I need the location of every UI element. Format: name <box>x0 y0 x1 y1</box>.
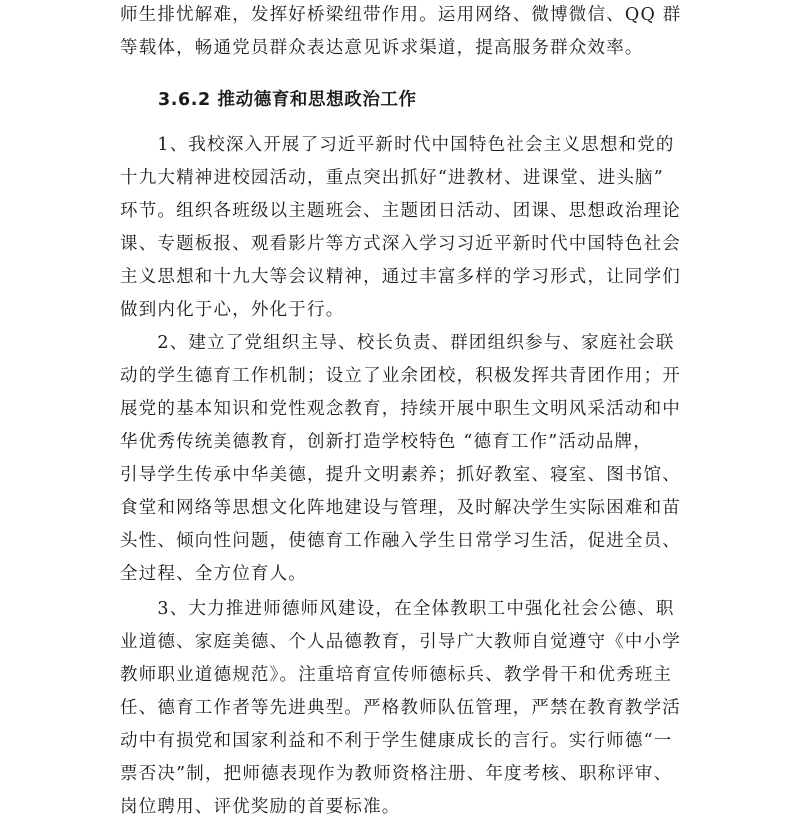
text-line: 3、大力推进师德师风建设，在全体教职工中强化社会公德、职 <box>120 599 675 619</box>
text-line: 主义思想和十九大等会议精神，通过丰富多样的学习形式，让同学们 <box>120 267 681 287</box>
text-line: 环节。组织各班级以主题班会、主题团日活动、团课、思想政治理论 <box>120 201 681 221</box>
text-line: 2、建立了党组织主导、校长负责、群团组织参与、家庭社会联 <box>120 333 675 353</box>
text-line: 等载体，畅通党员群众表达意见诉求渠道，提高服务群众效率。 <box>120 38 644 58</box>
text-line: 十九大精神进校园活动，重点突出抓好“进教材、进课堂、进头脑” <box>120 168 664 188</box>
text-line: 全过程、全方位育人。 <box>120 564 307 584</box>
text-line: 引导学生传承中华美德，提升文明素养；抓好教室、寝室、图书馆、 <box>120 465 681 485</box>
text-line: 动的学生德育工作机制；设立了业余团校，积极发挥共青团作用；开 <box>120 366 681 386</box>
section-heading: 3.6.2 推动德育和思想政治工作 <box>158 90 417 110</box>
text-line: 课、专题板报、观看影片等方式深入学习习近平新时代中国特色社会 <box>120 234 681 254</box>
text-line: 任、德育工作者等先进典型。严格教师队伍管理，严禁在教育教学活 <box>120 698 681 718</box>
text-line: 师生排忧解难，发挥好桥梁纽带作用。运用网络、微博微信、QQ 群 <box>120 5 682 25</box>
text-line: 业道德、家庭美德、个人品德教育，引导广大教师自觉遵守《中小学 <box>120 632 681 652</box>
text-line: 食堂和网络等思想文化阵地建设与管理，及时解决学生实际困难和苗 <box>120 498 681 518</box>
text-line: 头性、倾向性问题，使德育工作融入学生日常学习生活，促进全员、 <box>120 531 681 551</box>
text-line: 票否决”制，把师德表现作为教师资格注册、年度考核、职称评审、 <box>120 764 673 784</box>
text-line: 岗位聘用、评优奖励的首要标准。 <box>120 797 401 817</box>
text-line: 教师职业道德规范》。注重培育宣传师德标兵、教学骨干和优秀班主 <box>120 665 673 685</box>
text-line: 动中有损党和国家利益和不利于学生健康成长的言行。实行师德“一 <box>120 731 673 751</box>
text-line: 华优秀传统美德教育，创新打造学校特色 “德育工作”活动品牌， <box>120 432 652 452</box>
text-line: 展党的基本知识和党性观念教育，持续开展中职生文明风采活动和中 <box>120 399 681 419</box>
text-line: 做到内化于心，外化于行。 <box>120 300 345 320</box>
text-line: 1、我校深入开展了习近平新时代中国特色社会主义思想和党的 <box>120 135 675 155</box>
